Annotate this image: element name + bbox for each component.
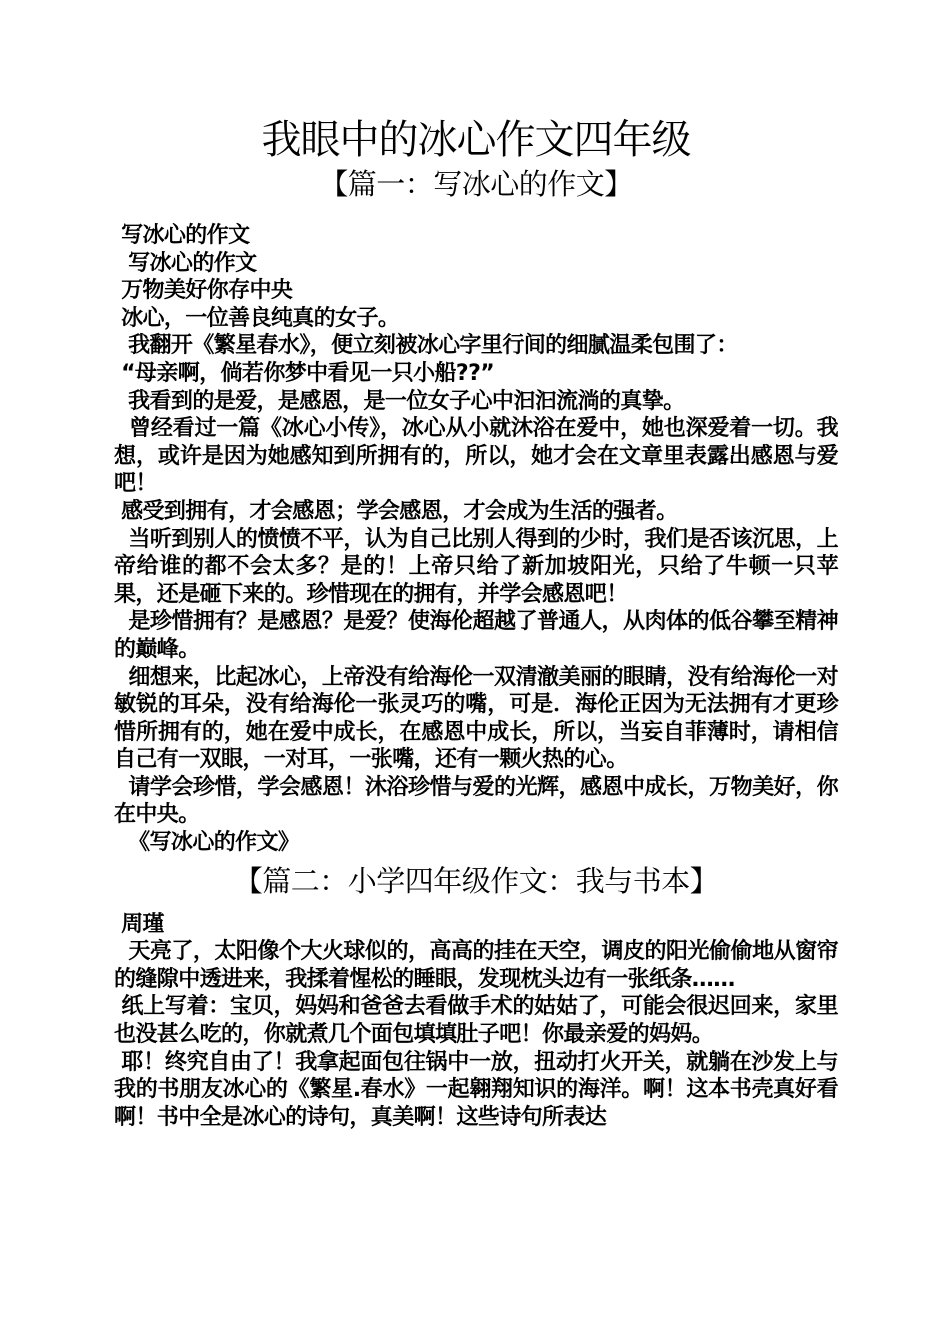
- paragraph: 我看到的是爱，是感恩，是一位女子心中汩汩流淌的真挚。: [114, 388, 685, 414]
- document-page: [114, 112, 838, 1131]
- paragraph: 请学会珍惜，学会感恩！沐浴珍惜与爱的光辉，感恩中成长，万物美好，你在中央。: [114, 774, 839, 828]
- paragraph: 《写冰心的作文》: [114, 830, 300, 856]
- section-1-body: [114, 222, 838, 857]
- document-title: 我眼中的冰心作文四年级: [261, 117, 691, 163]
- paragraph: 写冰心的作文: [114, 250, 257, 276]
- section-2-body: [114, 911, 838, 1132]
- paragraph: 天亮了，太阳像个大火球似的，高高的挂在天空，调皮的阳光偷偷地从窗帘的缝隙中透进来，我揉着惺松的睡眼，发现枕头边有一张纸条……: [114, 939, 839, 992]
- paragraph: 纸上写着：宝贝，妈妈和爸爸去看做手术的姑姑了，可能会很迟回来，家里也没甚么吃的，你就煮几个面包填填肚子吧！你最亲爱的妈妈。: [114, 994, 839, 1048]
- section-heading-2: 【篇二：小学四年级作文：我与书本】: [233, 863, 719, 898]
- paragraph: 写冰心的作文: [114, 223, 250, 248]
- paragraph: 是珍惜拥有？是感恩？是爱？使海伦超越了普通人，从肉体的低谷攀至精神的巅峰。: [114, 609, 839, 662]
- paragraph: 细想来，比起冰心，上帝没有给海伦一双清澈美丽的眼睛，没有给海伦一对敏锐的耳朵，没有给海伦一张灵巧的嘴，可是．海伦正因为无法拥有才更珍惜所拥有的，她在爱中成长，在感恩中成长，所以，当妄自菲薄时，请相信自己有一双眼，一对耳，一张嘴，还有一颗火热的心。: [114, 664, 839, 773]
- paragraph: 冰心，一位善良纯真的女子。: [114, 305, 400, 331]
- paragraph: 耶！终究自由了！我拿起面包往锅中一放，扭动打火开关，就躺在沙发上与我的书朋友冰心的《繁星.春水》一起翱翔知识的海洋。啊！这本书壳真好看啊！书中全是冰心的诗句，真美啊！这些诗句所表达: [114, 1049, 839, 1130]
- paragraph: “母亲啊，倘若你梦中看见一只小船??”: [114, 360, 495, 386]
- paragraph: 万物美好你存中央: [114, 278, 293, 304]
- section-heading-1: 【篇一：写冰心的作文】: [319, 167, 633, 201]
- paragraph: 感受到拥有，才会感恩；学会感恩，才会成为生活的强者。: [114, 498, 678, 524]
- paragraph: 周瑾: [114, 911, 164, 937]
- paragraph: 我翻开《繁星春水》，便立刻被冰心字里行间的细腻温柔包围了：: [114, 333, 738, 359]
- paragraph: 曾经看过一篇《冰心小传》，冰心从小就沐浴在爱中，她也深爱着一切。我想，或许是因为她感知到所拥有的，所以，她才会在文章里表露出感恩与爱吧！: [114, 416, 838, 497]
- paragraph: 当听到别人的愤愤不平，认为自己比别人得到的少时，我们是否该沉思，上帝给谁的都不会太多？是的！上帝只给了新加坡阳光，只给了牛顿一只苹果，还是砸下来的。珍惜现在的拥有，并学会感恩吧！: [114, 526, 839, 607]
